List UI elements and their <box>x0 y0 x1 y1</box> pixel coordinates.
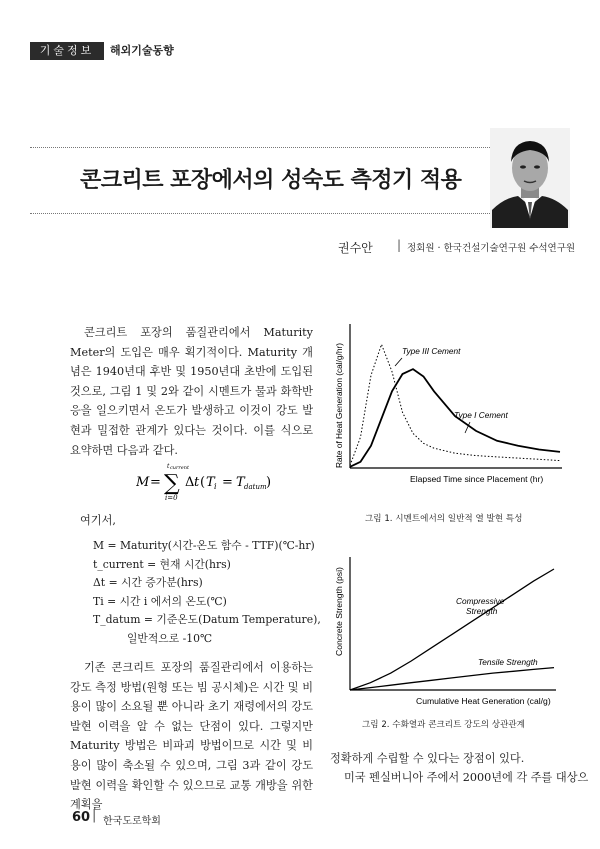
definition-item: M = Maturity(시간-온도 함수 - TTF)(℃-hr) <box>93 539 315 552</box>
definition-item: 일반적으로 -10℃ <box>127 631 213 645</box>
chart2-label-tensile: Tensile Strength <box>478 657 538 667</box>
svg-text:t: t <box>194 475 200 490</box>
svg-text:=: = <box>222 475 233 490</box>
chart2-label-compressive-2: Strength <box>466 606 498 616</box>
chart2-series-compressive <box>350 569 554 690</box>
paragraph-1: 콘크리트 포장의 품질관리에서 Maturity Meter의 도입은 매우 획기적이다. Maturity 개념은 1940년대 후반 및 1950년대 초반에 도입된 것으로, 그림 1 및 2와 같이 시멘트가 물과 화학반응을 일으키면서 온도가 발생하고 이것이 강도 발현과 밀접한 관계가 있다는 것이다. 이를 식으로 요약하면 다음과 같다. <box>70 326 313 457</box>
figure-1-chart <box>330 318 570 498</box>
title-divider-top <box>30 147 570 148</box>
page-number: 60 <box>72 810 91 825</box>
definition-item: Ti = 시간 i 에서의 온도(℃) <box>93 594 227 608</box>
author-affiliation: 정회원 · 한국건설기술연구원 수석연구원 <box>407 243 576 254</box>
author-separator: | <box>397 238 402 252</box>
author-photo <box>490 128 570 228</box>
svg-text:T: T <box>236 475 245 490</box>
right-column-line-2: 미국 펜실버니아 주에서 2000년에 각 주를 대상으 <box>344 771 589 784</box>
svg-text:t: t <box>167 463 170 470</box>
title-divider-bottom <box>30 213 570 214</box>
chart1-label-type-i: Type I Cement <box>454 410 508 420</box>
definition-item: T_datum = 기준온도(Datum Temperature), <box>93 613 321 626</box>
section-tag: 기술정보 <box>30 42 104 60</box>
chart1-label-type-iii: Type III Cement <box>402 346 461 356</box>
chart2-series-tensile <box>350 668 554 690</box>
chart2-xlabel: Cumulative Heat Generation (cal/g) <box>416 696 551 706</box>
article-title: 콘크리트 포장에서의 성숙도 측정기 적용 <box>80 168 462 193</box>
svg-text:i: i <box>214 482 217 491</box>
section-subtitle: 해외기술동향 <box>110 44 174 57</box>
right-column-line-1: 정확하게 수립할 수 있다는 장점이 있다. <box>330 752 525 765</box>
chart1-ylabel: Rate of Heat Generation (cal/g/hr) <box>334 343 344 468</box>
footer-organization: 한국도로학회 <box>103 816 161 827</box>
chart2-ylabel: Concrete Strength (psi) <box>334 567 344 656</box>
svg-text:=: = <box>150 475 161 490</box>
definition-item: t_current = 현재 시간(hrs) <box>93 557 231 571</box>
figure-2-chart <box>330 553 570 708</box>
footer-separator: | <box>92 808 97 823</box>
chart1-xlabel: Elapsed Time since Placement (hr) <box>410 474 544 484</box>
svg-text:i=0: i=0 <box>165 494 178 502</box>
svg-text:M: M <box>136 475 150 490</box>
svg-text:T: T <box>206 475 215 490</box>
chart1-arrow-type-iii <box>395 358 402 366</box>
maturity-formula <box>136 458 306 504</box>
svg-text:(: ( <box>200 475 206 490</box>
where-label: 여기서, <box>80 514 116 527</box>
paragraph-2: 기존 콘크리트 포장의 품질관리에서 이용하는 강도 측정 방법(원형 또는 빔 공시체)은 시간 및 비용이 많이 소요될 뿐 아니라 초기 재령에서의 강도 발현 이력을 알 수 없는 단점이 있다. 그렇지만 Maturity 방법은 비파괴 방법이므로 시간 및 비용이 많이 축소될 수 있으며, 그림 3과 같이 강도 발현 이력을 확인할 수 있으므로 교통 개방을 위한 계획을 <box>70 661 313 812</box>
svg-text:datum: datum <box>244 483 267 491</box>
author-name: 권수안 <box>338 241 373 255</box>
chart2-label-compressive-1: Compressive <box>456 596 505 606</box>
definitions-list <box>93 537 321 648</box>
definition-item: Δt = 시간 증가분(hrs) <box>93 576 203 589</box>
svg-text:): ) <box>266 475 272 490</box>
svg-text:Δ: Δ <box>185 475 195 490</box>
figure-2-caption: 그림 2. 수화열과 콘크리트 강도의 상관관계 <box>362 720 525 730</box>
figure-1-caption: 그림 1. 시멘트에서의 일반적 열 발현 특성 <box>365 514 523 524</box>
svg-text:∑: ∑ <box>164 471 180 496</box>
svg-text:current: current <box>170 465 189 471</box>
